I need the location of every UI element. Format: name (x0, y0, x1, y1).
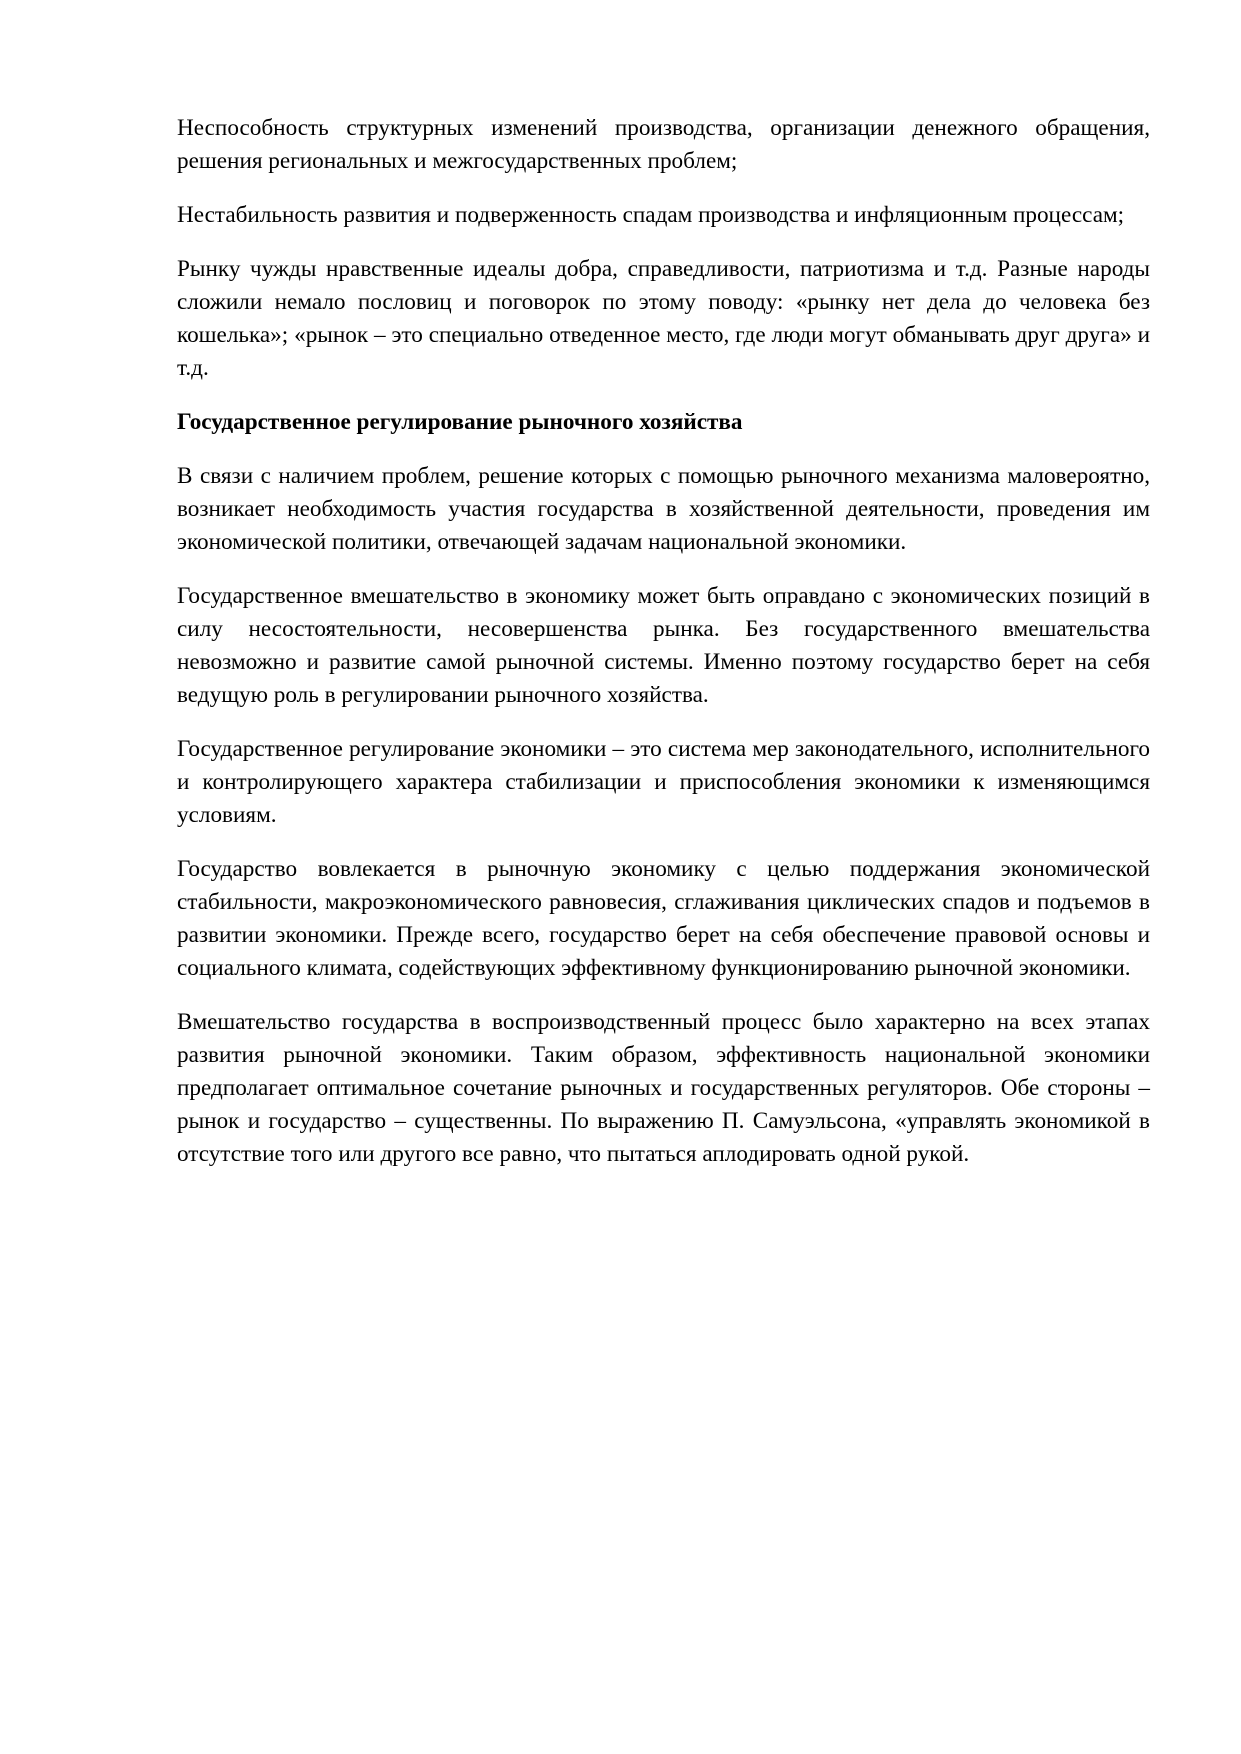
paragraph-state-participation: В связи с наличием проблем, решение которых с помощью рыночного механизма маловероятно, возникает необходимость участия государства в хозяйственной деятельности, проведения им экономической политики, отвечающей задачам национальной экономики. (177, 463, 1150, 555)
paragraph-stability-goals: Государство вовлекается в рыночную экономику с целью поддержания экономической стабильности, макроэкономического равновесия, сглаживания циклических спадов и подъемов в развитии экономики. Прежде всего, государство берет на себя обеспечение правовой основы и социального климата, содействующих эффективному функционированию рыночной экономики. (177, 856, 1150, 981)
paragraph-moral-ideals: Рынку чужды нравственные идеалы добра, справедливости, патриотизма и т.д. Разные народы сложили немало пословиц и поговорок по этому поводу: «рынку нет дела до человека без кошелька»; «рынок – это специально отведенное место, где люди могут обманывать друг друга» и т.д. (177, 256, 1150, 381)
paragraph-regulation-definition: Государственное регулирование экономики – это система мер законодательного, исполнительного и контролирующего характера стабилизации и приспособления экономики к изменяющимся условиям. (177, 736, 1150, 828)
paragraph-samuelson-quote: Вмешательство государства в воспроизводственный процесс было характерно на всех этапах развития рыночной экономики. Таким образом, эффективность национальной экономики предполагает оптимальное сочетание рыночных и государственных регуляторов. Обе стороны – рынок и государство – существенны. По выражению П. Самуэльсона, «управлять экономикой в отсутствие того или другого все равно, что пытаться аплодировать одной рукой. (177, 1009, 1150, 1167)
section-heading: Государственное регулирование рыночного хозяйства (177, 409, 743, 435)
paragraph-instability: Нестабильность развития и подверженность спадам производства и инфляционным процессам; (177, 202, 1125, 228)
paragraph-state-intervention: Государственное вмешательство в экономику может быть оправдано с экономических позиций в силу несостоятельности, несовершенства рынка. Без государственного вмешательства невозможно и развитие самой рыночной системы. Именно поэтому государство берет на себя ведущую роль в регулировании рыночного хозяйства. (177, 583, 1150, 708)
paragraph-structural-changes: Неспособность структурных изменений производства, организации денежного обращения, решения региональных и межгосударственных проблем; (177, 115, 1150, 174)
document-body (177, 112, 1150, 1192)
